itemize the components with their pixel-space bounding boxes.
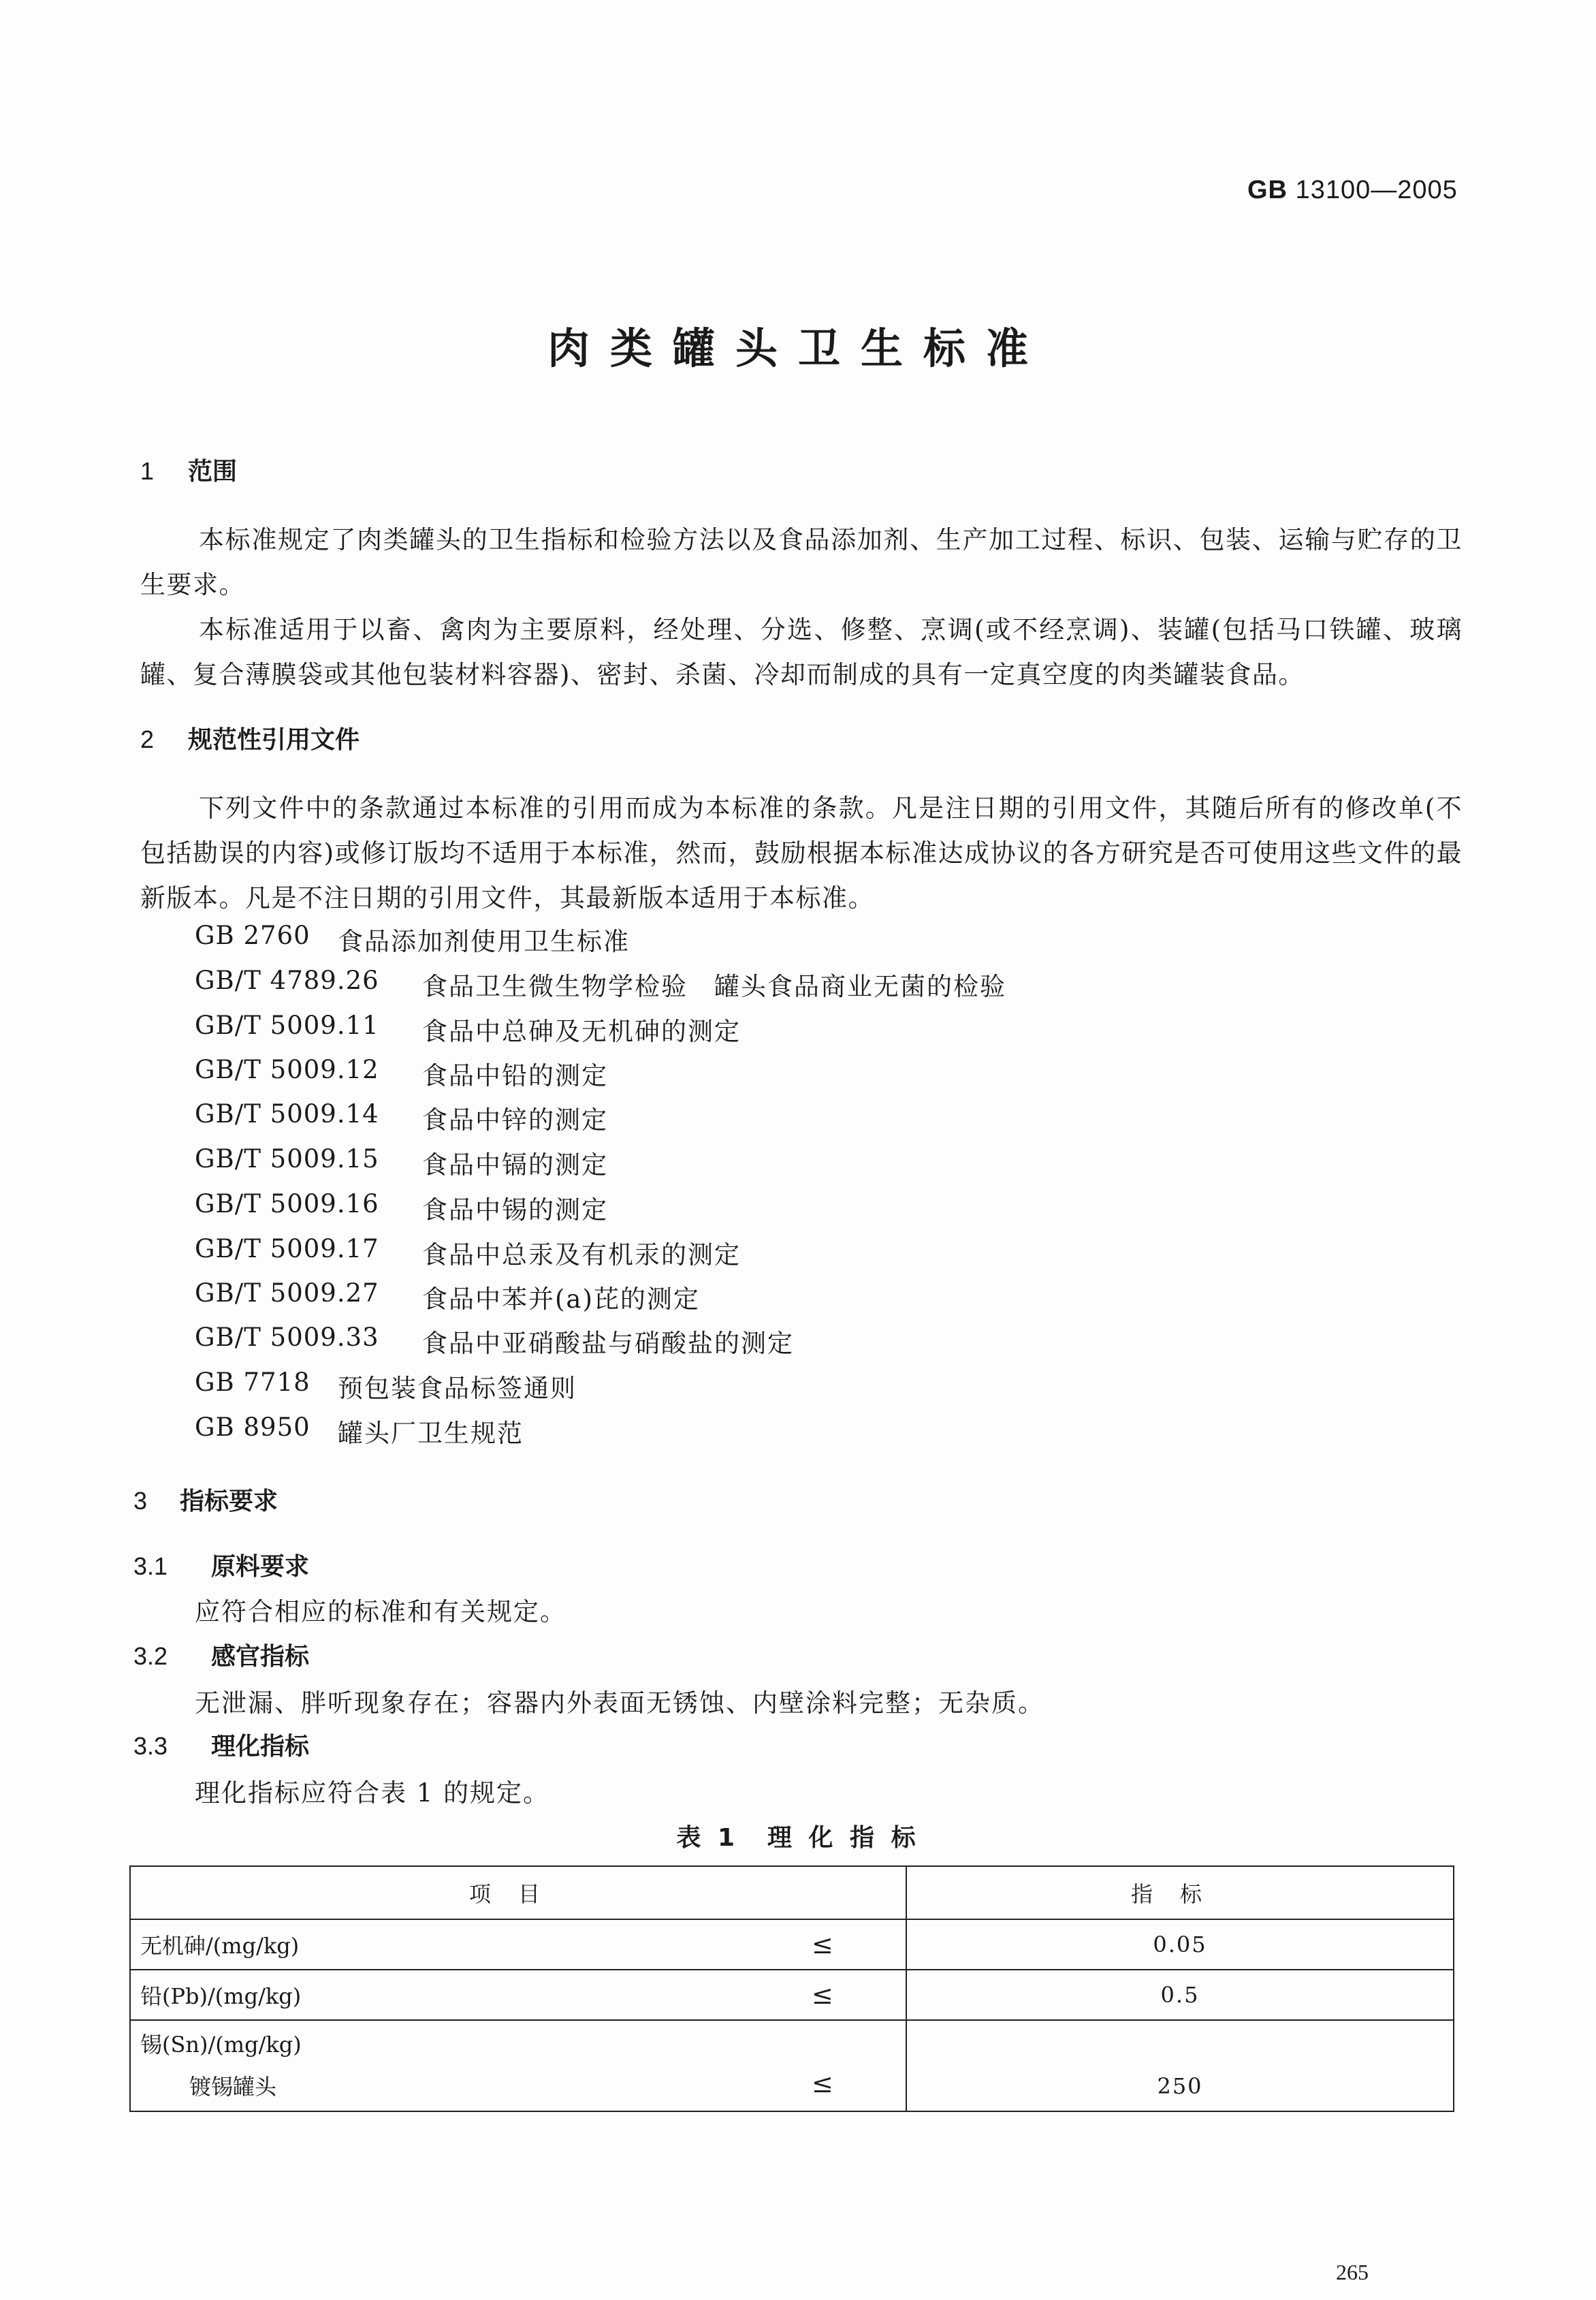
section-3-number: 3 (133, 1487, 148, 1515)
item-sublabel: 镀锡罐头 (189, 2074, 277, 2100)
reference-title: 食品卫生微生物学检验 罐头食品商业无菌的检验 (422, 972, 1006, 1001)
reference-code: GB/T 5009.15 (195, 1144, 379, 1173)
table-row (130, 1919, 1454, 1970)
reference-code: GB/T 5009.11 (195, 1011, 379, 1040)
section-3-1-title: 原料要求 (211, 1553, 310, 1581)
reference-title: 食品添加剂使用卫生标准 (338, 927, 630, 956)
reference-code: GB/T 5009.16 (195, 1189, 379, 1218)
reference-title: 食品中铅的测定 (422, 1061, 608, 1090)
document-title: 肉类罐头卫生标准 (547, 324, 1049, 373)
section-3-1-text: 应符合相应的标准和有关规定。 (195, 1597, 566, 1626)
section-1-heading (140, 452, 237, 487)
reference-code: GB/T 5009.14 (195, 1099, 379, 1129)
standard-number (1247, 176, 1458, 205)
item-label: 锡(Sn)/(mg/kg) (140, 2032, 302, 2058)
standard-code: 13100—2005 (1295, 176, 1458, 204)
reference-code: GB/T 5009.33 (195, 1323, 379, 1352)
section-2-heading (140, 721, 360, 755)
section-1-number: 1 (140, 457, 155, 485)
reference-title: 食品中总汞及有机汞的测定 (422, 1240, 741, 1270)
scope-paragraph-1-text: 本标准规定了肉类罐头的卫生指标和检验方法以及食品添加剂、生产加工过程、标识、包装、运输与贮存的卫生要求。 (140, 525, 1463, 599)
item-label: 无机砷/(mg/kg) (140, 1933, 300, 1959)
item-label: 铅(Pb)/(mg/kg) (140, 1983, 302, 2009)
section-3-3-heading (133, 1727, 309, 1762)
reference-code: GB 7718 (195, 1368, 310, 1397)
section-3-title: 指标要求 (180, 1487, 278, 1515)
table-row (130, 1970, 1454, 2020)
table-row (130, 2020, 1454, 2111)
reference-code: GB/T 5009.17 (195, 1234, 379, 1263)
less-equal-symbol: ≤ (812, 2068, 833, 2099)
reference-title: 预包装食品标签通则 (338, 1374, 577, 1403)
section-1-title: 范围 (188, 458, 238, 486)
table-cell-value: 250 (906, 2020, 1454, 2111)
table-1 (129, 1865, 1454, 2112)
section-2-title: 规范性引用文件 (188, 726, 360, 754)
less-equal-symbol: ≤ (812, 1980, 833, 2010)
section-3-2-number: 3.2 (133, 1642, 168, 1670)
section-3-heading (133, 1482, 278, 1517)
table-header-item: 项目 (130, 1866, 906, 1919)
section-3-1-number: 3.1 (133, 1552, 168, 1580)
reference-code: GB/T 4789.26 (195, 966, 379, 995)
references-paragraph-text: 下列文件中的条款通过本标准的引用而成为本标准的条款。凡是注日期的引用文件，其随后所有的修改单(不包括勘误的内容)或修订版均不适用于本标准，然而，鼓励根据本标准达成协议的各方研究是否可使用这些文件的最新版本。凡是不注日期的引用文件，其最新版本适用于本标准。 (140, 793, 1463, 913)
page-number: 265 (1336, 2260, 1369, 2284)
reference-title: 食品中锡的测定 (422, 1195, 608, 1225)
reference-title: 食品中锌的测定 (422, 1105, 608, 1135)
reference-code: GB 8950 (195, 1413, 310, 1442)
section-3-1-heading (133, 1547, 309, 1582)
table-cell-item (130, 1919, 906, 1970)
section-3-3-text: 理化指标应符合表 1 的规定。 (195, 1778, 550, 1808)
standard-prefix: GB (1247, 176, 1288, 204)
reference-title: 食品中苯并(a)芘的测定 (422, 1285, 700, 1314)
section-3-2-title: 感官指标 (211, 1643, 310, 1671)
reference-title: 食品中总砷及无机砷的测定 (422, 1017, 741, 1046)
section-3-2-text: 无泄漏、胖听现象存在；容器内外表面无锈蚀、内壁涂料完整；无杂质。 (195, 1688, 1044, 1718)
reference-code: GB 2760 (195, 921, 310, 950)
reference-title: 食品中亚硝酸盐与硝酸盐的测定 (422, 1329, 794, 1358)
scope-paragraph-2 (140, 608, 1463, 697)
reference-title: 食品中镉的测定 (422, 1150, 608, 1180)
section-3-3-title: 理化指标 (211, 1733, 310, 1761)
table-1-caption: 表 1 理 化 指 标 (676, 1824, 920, 1852)
reference-title: 罐头厂卫生规范 (338, 1419, 524, 1448)
table-header-value: 指标 (906, 1866, 1454, 1919)
references-paragraph (140, 786, 1463, 921)
table-cell-item (130, 1970, 906, 2020)
section-3-2-heading (133, 1637, 309, 1672)
section-3-3-number: 3.3 (133, 1732, 168, 1760)
reference-code: GB/T 5009.12 (195, 1055, 379, 1084)
scope-paragraph-1 (140, 518, 1463, 608)
table-cell-value: 0.5 (906, 1970, 1454, 2020)
reference-code: GB/T 5009.27 (195, 1278, 379, 1308)
table-cell-item (130, 2020, 906, 2111)
table-header-row (130, 1866, 1454, 1919)
table-cell-value: 0.05 (906, 1919, 1454, 1970)
section-2-number: 2 (140, 725, 155, 753)
less-equal-symbol: ≤ (812, 1929, 833, 1959)
scope-paragraph-2-text: 本标准适用于以畜、禽肉为主要原料，经处理、分选、修整、烹调(或不经烹调)、装罐(包括马口铁罐、玻璃罐、复合薄膜袋或其他包装材料容器)、密封、杀菌、冷却而制成的具有一定真空度的肉类罐装食品。 (140, 615, 1463, 689)
